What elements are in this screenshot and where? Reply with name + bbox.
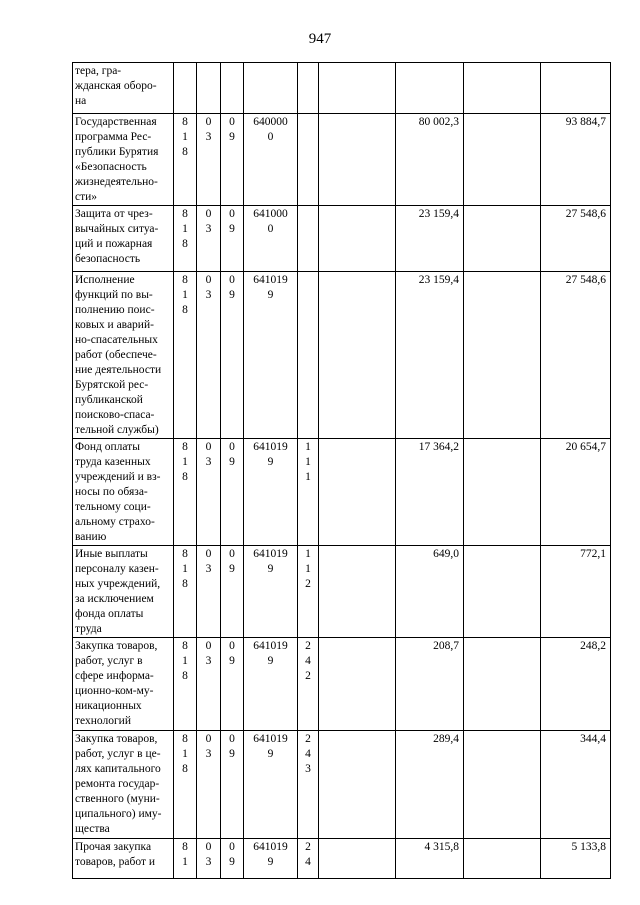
value-2022-cell	[541, 63, 611, 114]
item-name-line: жданская оборо-	[75, 80, 157, 92]
pr-digit: 0	[229, 208, 235, 220]
ved-digit: 8	[182, 578, 188, 590]
csr-code-cell	[244, 731, 298, 839]
item-name-line: тельному соци-	[75, 501, 151, 513]
rz-code-cell	[197, 731, 221, 839]
empty-cell	[464, 439, 541, 546]
vr-digit: 1	[305, 471, 311, 483]
item-name-line: ние деятельности	[75, 364, 162, 376]
table-row	[73, 638, 611, 731]
csr-part: 641019	[253, 441, 288, 453]
value-2022-cell: 5 133,8	[541, 839, 611, 879]
rz-code-cell	[197, 439, 221, 546]
value-2021-cell: 80 002,3	[396, 114, 464, 206]
pr-digit: 9	[229, 856, 235, 868]
pr-digit: 9	[229, 748, 235, 760]
pr-digit: 0	[229, 441, 235, 453]
empty-cell	[319, 839, 396, 879]
vr-code-cell	[298, 63, 319, 114]
item-name-line: публиканской	[75, 394, 143, 406]
csr-code-cell	[244, 114, 298, 206]
item-name-line: труда казенных	[75, 456, 151, 468]
item-name-line: жизнедеятельно-	[75, 176, 158, 188]
csr-part: 9	[267, 456, 274, 468]
value-2021-cell: 289,4	[396, 731, 464, 839]
ved-code-cell	[174, 439, 197, 546]
rz-digit: 3	[205, 563, 212, 575]
item-name-line: Бурятской рес-	[75, 379, 149, 391]
csr-part: 9	[267, 856, 274, 868]
value-2021-cell: 17 364,2	[396, 439, 464, 546]
pr-digit: 9	[229, 563, 235, 575]
ved-digit: 1	[182, 456, 188, 468]
budget-table	[72, 62, 611, 879]
item-name-line: никационных	[75, 700, 142, 712]
empty-cell	[464, 206, 541, 272]
item-name-line: носы по обяза-	[75, 486, 148, 498]
item-name-line: Закупка товаров,	[75, 733, 158, 745]
item-name-line: ных учреждений,	[75, 578, 161, 590]
page-number: 947	[308, 31, 332, 47]
empty-cell	[319, 638, 396, 731]
value-2022-cell: 248,2	[541, 638, 611, 731]
ved-code-cell	[174, 206, 197, 272]
rz-code-cell	[197, 272, 221, 439]
pr-digit: 9	[229, 655, 235, 667]
csr-code-cell	[244, 272, 298, 439]
item-name-line: ципального) иму-	[75, 808, 162, 820]
vr-code-cell	[298, 114, 319, 206]
value-2021-cell: 23 159,4	[396, 206, 464, 272]
csr-part: 641019	[253, 640, 288, 652]
ved-digit: 8	[182, 733, 188, 745]
empty-cell	[319, 546, 396, 638]
rz-digit: 3	[205, 748, 212, 760]
item-name-line: ций и пожарная	[75, 238, 153, 250]
empty-cell	[464, 638, 541, 731]
item-name-line: альному страхо-	[75, 516, 155, 528]
table-row	[73, 839, 611, 879]
ved-digit: 1	[182, 289, 188, 301]
ved-digit: 8	[182, 208, 188, 220]
item-name-line: работ (обеспече-	[75, 349, 157, 361]
rz-digit: 0	[205, 116, 212, 128]
item-name-line: сфере информа-	[75, 670, 154, 682]
empty-cell	[464, 546, 541, 638]
vr-digit: 2	[305, 841, 311, 853]
empty-cell	[319, 63, 396, 114]
pr-code-cell	[221, 839, 244, 879]
rz-digit: 0	[205, 733, 212, 745]
item-name-line: технологий	[75, 715, 131, 727]
item-name-cell	[73, 439, 174, 546]
ved-digit: 1	[182, 748, 188, 760]
empty-cell	[319, 731, 396, 839]
empty-cell	[464, 839, 541, 879]
item-name-line: за исключением	[75, 593, 154, 605]
value-2022-cell: 772,1	[541, 546, 611, 638]
table-row	[73, 731, 611, 839]
item-name-cell	[73, 731, 174, 839]
ved-digit: 1	[182, 563, 188, 575]
item-name-line: «Безопасность	[75, 161, 147, 173]
item-name-line: фонда оплаты	[75, 608, 144, 620]
empty-cell	[464, 63, 541, 114]
csr-code-cell	[244, 63, 298, 114]
pr-digit: 0	[229, 116, 235, 128]
table-row	[73, 546, 611, 638]
item-name-line: функций по вы-	[75, 289, 153, 301]
value-2022-cell: 20 654,7	[541, 439, 611, 546]
vr-digit: 4	[305, 856, 311, 868]
csr-code-cell	[244, 839, 298, 879]
pr-code-cell	[221, 638, 244, 731]
rz-digit: 0	[205, 208, 212, 220]
ved-code-cell	[174, 638, 197, 731]
empty-cell	[464, 731, 541, 839]
value-2021-cell: 4 315,8	[396, 839, 464, 879]
table-row	[73, 206, 611, 272]
vr-digit: 2	[305, 640, 311, 652]
ved-digit: 8	[182, 640, 188, 652]
item-name-line: публики Бурятия	[75, 146, 159, 158]
pr-digit: 0	[229, 841, 235, 853]
pr-code-cell	[221, 114, 244, 206]
ved-digit: 8	[182, 274, 188, 286]
ved-code-cell	[174, 272, 197, 439]
ved-code-cell	[174, 63, 197, 114]
item-name-line: Защита от чрез-	[75, 208, 153, 220]
item-name-line: ковых и аварий-	[75, 319, 154, 331]
vr-digit: 3	[305, 763, 311, 775]
rz-code-cell	[197, 206, 221, 272]
ved-digit: 8	[182, 471, 188, 483]
csr-code-cell	[244, 439, 298, 546]
table-row	[73, 439, 611, 546]
csr-part: 641019	[253, 841, 288, 853]
rz-code-cell	[197, 839, 221, 879]
item-name-line: но-спасательных	[75, 334, 158, 346]
item-name-line: Государственная	[75, 116, 157, 128]
pr-digit: 9	[229, 456, 235, 468]
item-name-line: работ, услуг в	[75, 655, 143, 667]
csr-code-cell	[244, 546, 298, 638]
csr-part: 9	[267, 748, 274, 760]
vr-digit: 2	[305, 670, 311, 682]
value-2021-cell: 208,7	[396, 638, 464, 731]
item-name-line: Прочая закупка	[75, 841, 152, 853]
empty-cell	[464, 114, 541, 206]
vr-code-cell	[298, 439, 319, 546]
item-name-line: работ, услуг в це-	[75, 748, 161, 760]
item-name-line: сти»	[75, 191, 98, 203]
value-2021-cell: 23 159,4	[396, 272, 464, 439]
vr-digit: 1	[305, 548, 311, 560]
ved-digit: 1	[182, 655, 188, 667]
vr-digit: 1	[305, 456, 311, 468]
item-name-line: тера, гра-	[75, 65, 122, 77]
table-row	[73, 114, 611, 206]
ved-code-cell	[174, 731, 197, 839]
vr-code-cell	[298, 638, 319, 731]
item-name-line: полнению поис-	[75, 304, 155, 316]
rz-digit: 3	[205, 456, 212, 468]
vr-code-cell	[298, 206, 319, 272]
csr-code-cell	[244, 638, 298, 731]
pr-digit: 0	[229, 640, 235, 652]
item-name-line: безопасность	[75, 253, 141, 265]
ved-digit: 1	[182, 131, 188, 143]
item-name-line: ционно-ком-му-	[75, 685, 154, 697]
pr-code-cell	[221, 546, 244, 638]
item-name-line: персоналу казен-	[75, 563, 159, 575]
item-name-cell	[73, 206, 174, 272]
rz-digit: 0	[205, 841, 212, 853]
csr-part: 641000	[253, 208, 288, 220]
ved-digit: 1	[182, 856, 188, 868]
item-name-cell	[73, 839, 174, 879]
vr-code-cell	[298, 272, 319, 439]
rz-digit: 0	[205, 274, 212, 286]
ved-digit: 8	[182, 238, 188, 250]
item-name-line: учреждений и вз-	[75, 471, 161, 483]
vr-code-cell	[298, 839, 319, 879]
item-name-line: Фонд оплаты	[75, 441, 140, 453]
ved-digit: 8	[182, 116, 188, 128]
vr-digit: 4	[305, 655, 311, 667]
value-2021-cell: 649,0	[396, 546, 464, 638]
pr-digit: 0	[229, 733, 235, 745]
value-2022-cell: 27 548,6	[541, 272, 611, 439]
item-name-line: поисково-спаса-	[75, 409, 155, 421]
ved-code-cell	[174, 839, 197, 879]
rz-digit: 3	[205, 223, 212, 235]
pr-digit: 9	[229, 223, 235, 235]
item-name-line: вычайных ситуа-	[75, 223, 159, 235]
ved-digit: 1	[182, 223, 188, 235]
item-name-line: на	[75, 95, 87, 107]
pr-code-cell	[221, 272, 244, 439]
csr-part: 9	[267, 655, 274, 667]
pr-code-cell	[221, 63, 244, 114]
ved-code-cell	[174, 114, 197, 206]
item-name-cell	[73, 638, 174, 731]
value-2022-cell: 344,4	[541, 731, 611, 839]
empty-cell	[319, 114, 396, 206]
csr-part: 640000	[253, 116, 288, 128]
item-name-line: ственного (муни-	[75, 793, 160, 805]
rz-digit: 0	[205, 640, 212, 652]
csr-part: 641019	[253, 548, 288, 560]
item-name-line: труда	[75, 623, 102, 635]
item-name-line: программа Рес-	[75, 131, 152, 143]
pr-digit: 9	[229, 131, 235, 143]
rz-code-cell	[197, 638, 221, 731]
item-name-line: Иные выплаты	[75, 548, 148, 560]
item-name-line: Исполнение	[75, 274, 135, 286]
item-name-cell	[73, 546, 174, 638]
item-name-line: Закупка товаров,	[75, 640, 158, 652]
ved-digit: 8	[182, 548, 188, 560]
vr-code-cell	[298, 731, 319, 839]
item-name-cell	[73, 272, 174, 439]
pr-digit: 0	[229, 548, 235, 560]
item-name-cell	[73, 114, 174, 206]
csr-code-cell	[244, 206, 298, 272]
item-name-cell	[73, 63, 174, 114]
item-name-line: лях капитального	[75, 763, 161, 775]
item-name-line: ремонта государ-	[75, 778, 160, 790]
rz-digit: 3	[205, 856, 212, 868]
csr-part: 0	[267, 131, 274, 143]
empty-cell	[464, 272, 541, 439]
value-2021-cell	[396, 63, 464, 114]
pr-code-cell	[221, 731, 244, 839]
rz-digit: 3	[205, 131, 212, 143]
ved-digit: 8	[182, 304, 188, 316]
ved-digit: 8	[182, 670, 188, 682]
ved-code-cell	[174, 546, 197, 638]
ved-digit: 8	[182, 146, 188, 158]
value-2022-cell: 93 884,7	[541, 114, 611, 206]
item-name-line: щества	[75, 823, 110, 835]
pr-code-cell	[221, 206, 244, 272]
csr-part: 641019	[253, 274, 288, 286]
rz-code-cell	[197, 114, 221, 206]
rz-digit: 3	[205, 655, 212, 667]
rz-code-cell	[197, 63, 221, 114]
ved-digit: 8	[182, 441, 188, 453]
ved-digit: 8	[182, 841, 188, 853]
csr-part: 9	[267, 289, 274, 301]
vr-digit: 2	[305, 733, 311, 745]
pr-digit: 9	[229, 289, 235, 301]
table-row	[73, 63, 611, 114]
csr-part: 0	[267, 223, 274, 235]
pr-digit: 0	[229, 274, 235, 286]
rz-digit: 0	[205, 548, 212, 560]
item-name-line: тельной службы)	[75, 424, 159, 436]
empty-cell	[319, 272, 396, 439]
empty-cell	[319, 439, 396, 546]
item-name-line: товаров, работ и	[75, 856, 156, 868]
pr-code-cell	[221, 439, 244, 546]
vr-digit: 1	[305, 441, 311, 453]
ved-digit: 8	[182, 763, 188, 775]
rz-digit: 0	[205, 441, 212, 453]
value-2022-cell: 27 548,6	[541, 206, 611, 272]
rz-code-cell	[197, 546, 221, 638]
vr-digit: 1	[305, 563, 311, 575]
vr-digit: 2	[305, 578, 311, 590]
rz-digit: 3	[205, 289, 212, 301]
item-name-line: ванию	[75, 531, 107, 543]
vr-code-cell	[298, 546, 319, 638]
empty-cell	[319, 206, 396, 272]
vr-digit: 4	[305, 748, 311, 760]
table-row	[73, 272, 611, 439]
csr-part: 9	[267, 563, 274, 575]
csr-part: 641019	[253, 733, 288, 745]
